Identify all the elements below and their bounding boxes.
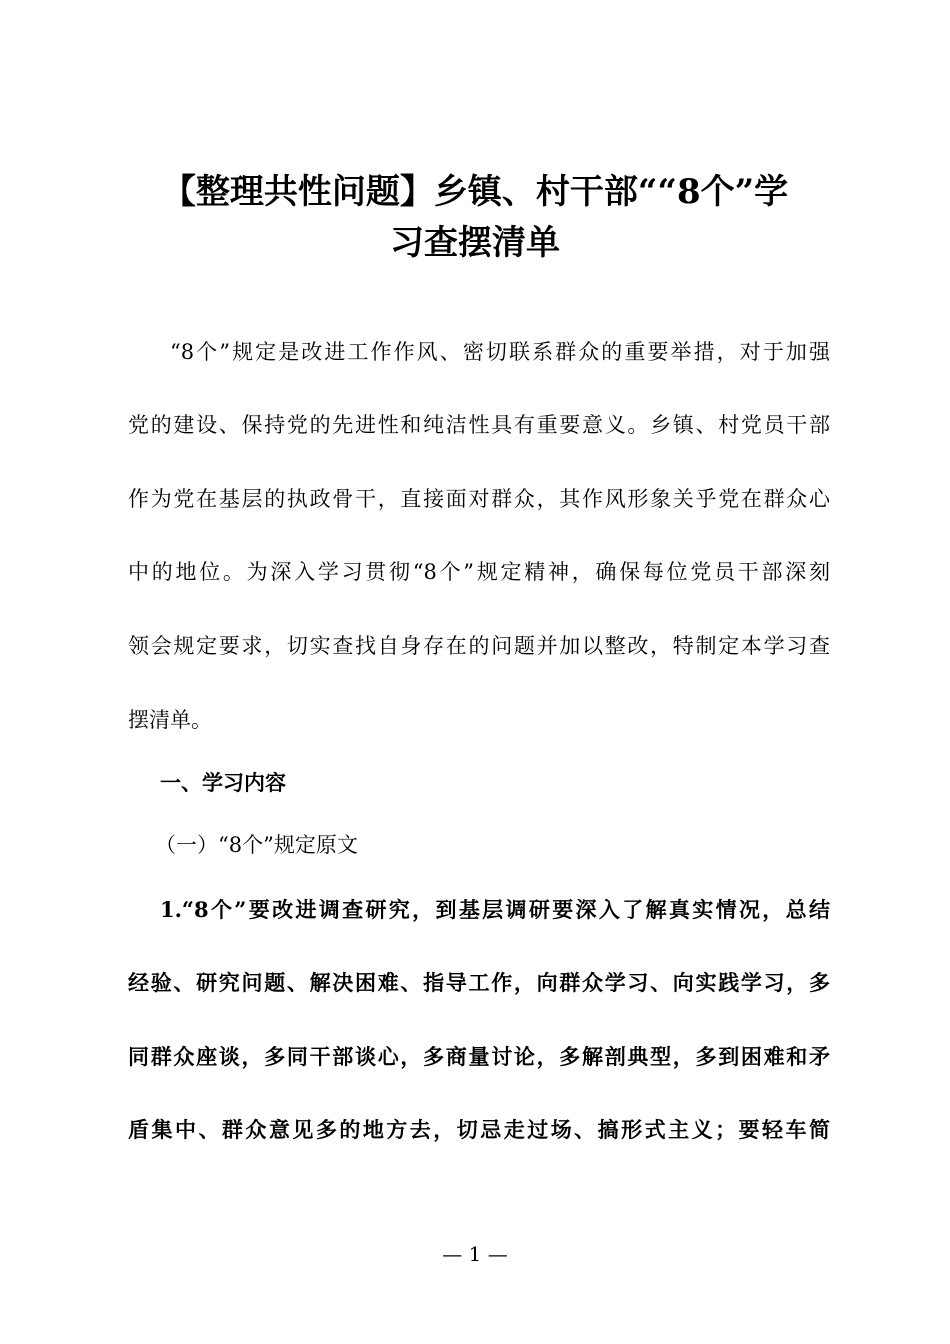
intro-line: 领会规定要求，切实查找自身存在的问题并加以整改，特制定本学习查 <box>128 634 830 658</box>
item-line: 经验、研究问题、解决困难、指导工作，向群众学习、向实践学习，多 <box>128 970 830 995</box>
item-line: 同群众座谈，多同干部谈心，多商量讨论，多解剖典型，多到困难和矛 <box>128 1044 830 1069</box>
document-title-line-2: 习查摆清单 <box>390 223 560 263</box>
intro-line: 党的建设、保持党的先进性和纯洁性具有重要意义。乡镇、村党员干部 <box>128 413 830 437</box>
page-number: — 1 — <box>442 1242 508 1266</box>
section-heading: 一、学习内容 <box>160 770 286 795</box>
intro-line: 作为党在基层的执政骨干，直接面对群众，其作风形象关乎党在群众心 <box>128 487 830 511</box>
item-line: 盾集中、群众意见多的地方去，切忌走过场、搞形式主义；要轻车简 <box>128 1117 830 1142</box>
intro-line: “8个”规定是改进工作作风、密切联系群众的重要举措，对于加强 <box>170 340 830 364</box>
item-line: 1.“8个”要改进调查研究，到基层调研要深入了解真实情况，总结 <box>160 897 830 922</box>
intro-line: 中的地位。为深入学习贯彻“8个”规定精神，确保每位党员干部深刻 <box>128 560 830 584</box>
document-title-line-1: 【整理共性问题】乡镇、村干部““8个”学 <box>161 172 789 212</box>
intro-line: 摆清单。 <box>128 708 212 732</box>
subsection-heading: （一）“8个”规定原文 <box>155 833 358 857</box>
